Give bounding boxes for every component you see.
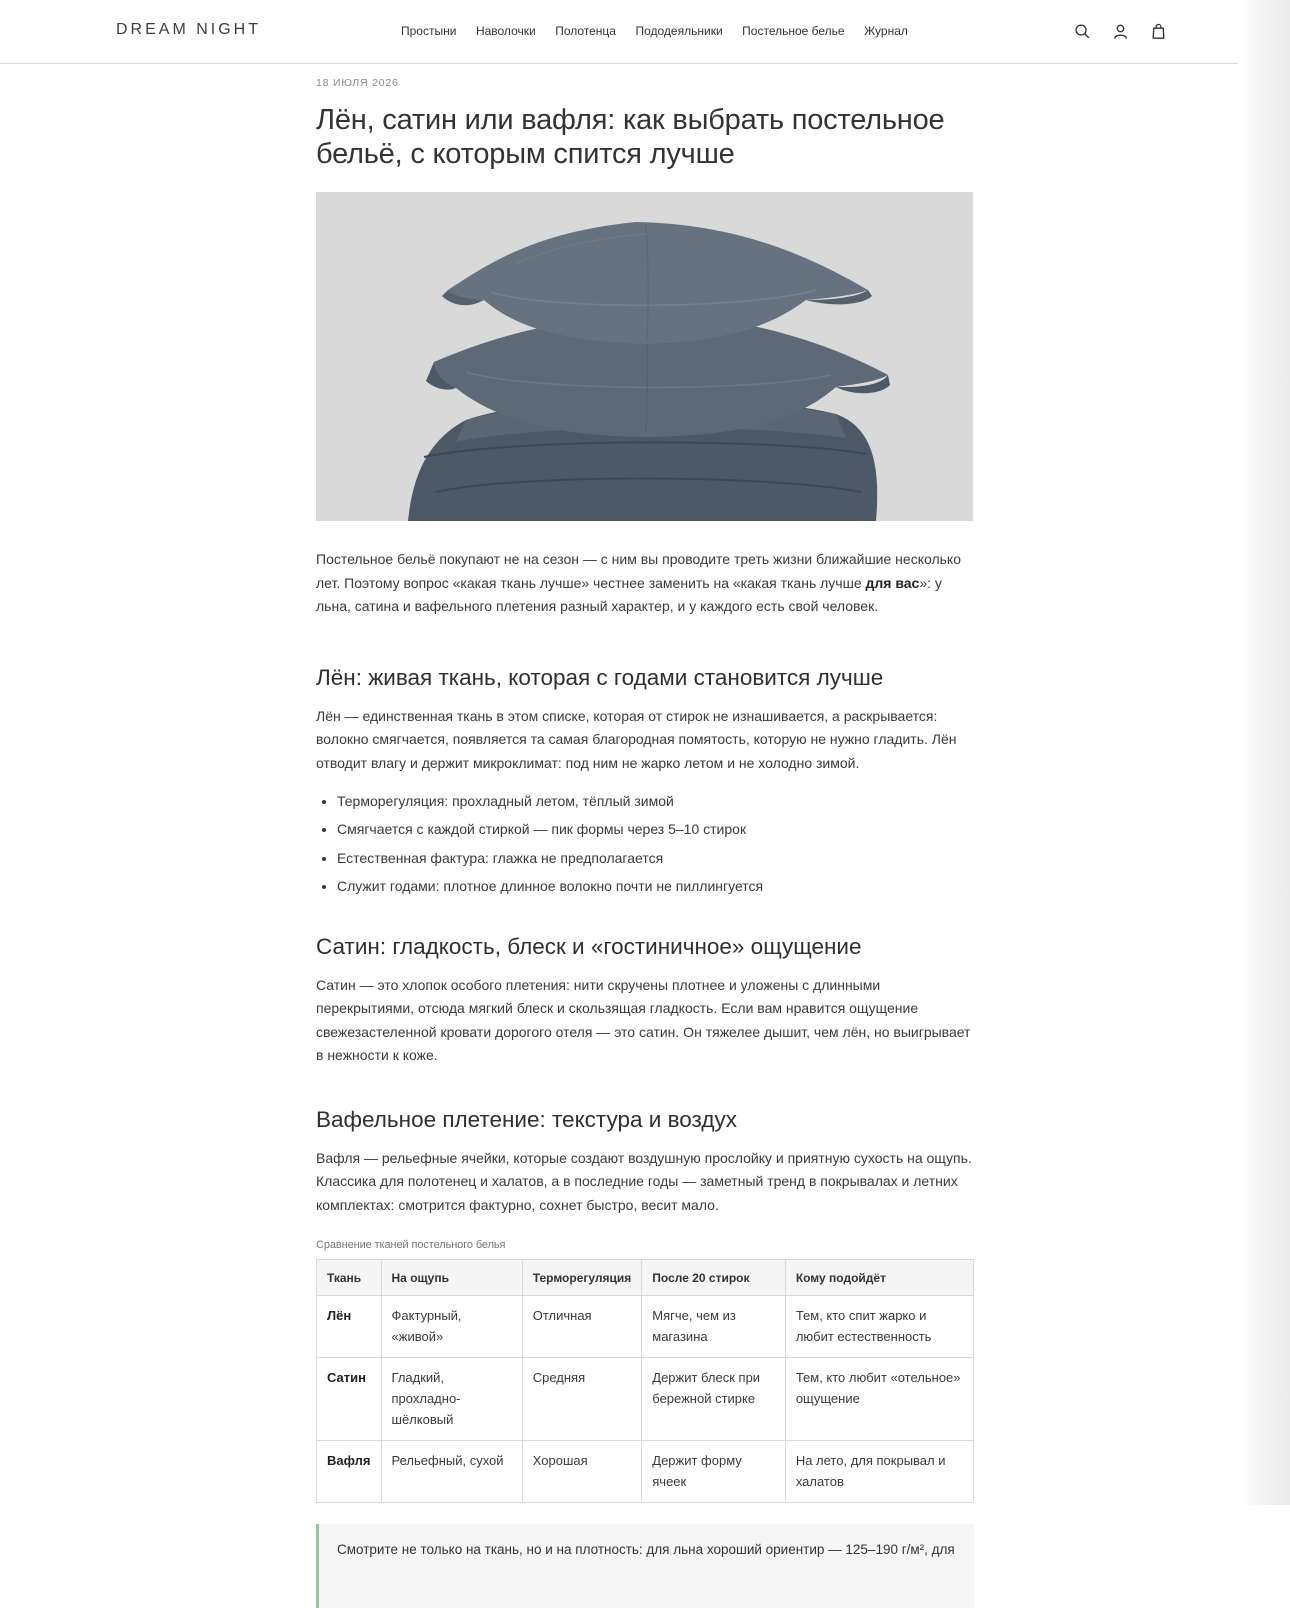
site-header — [0, 0, 1238, 64]
table-cell: Лён — [317, 1296, 382, 1358]
nav-item-pillowcases[interactable]: Наволочки — [475, 24, 536, 38]
list-item: • Смягчается с каждой стиркой — пик формы через 5–10 стирок — [337, 820, 974, 838]
table-caption: Сравнение тканей постельного белья — [316, 1239, 506, 1252]
column-header: Ткань — [317, 1260, 382, 1296]
header-actions — [1073, 22, 1168, 41]
hero-image-pillows — [316, 192, 973, 521]
lead-text-start: Постельное бельё покупают не на сезон — с ним вы проводите треть жизни ближайшие несколько лет. Поэтому вопрос «какая ткань лучше» честнее заменить на «какая ткань лучше — [316, 551, 961, 591]
logo[interactable]: DREAM NIGHT — [116, 21, 261, 38]
nav-item-towels[interactable]: Полотенца — [555, 24, 616, 38]
table-cell: Держит форму ячеек — [642, 1441, 786, 1503]
lead-emphasis: для вас — [865, 574, 920, 591]
table-cell: Мягче, чем из магазина — [642, 1296, 786, 1358]
column-header: После 20 стирок — [642, 1260, 786, 1296]
table-cell: Гладкий, прохладно-шёлковый — [381, 1358, 522, 1441]
page-title: Лён, сатин или вафля: как выбрать постельное бельё, с которым спится лучше — [316, 104, 945, 170]
table-cell: Вафля — [317, 1441, 382, 1503]
list-item: • Терморегуляция: прохладный летом, тёплый зимой — [337, 792, 974, 810]
table-cell: Фактурный, «живой» — [381, 1296, 522, 1358]
waffle-paragraph: Вафля — рельефные ячейки, которые создают воздушную прослойку и приятную сухость на ощупь. Классика для полотенец и халатов, а в последние годы — заметный тренд в покрывалах и летних комплектах: смотрится фактурно, сохнет быстро, весит мало. — [316, 1149, 972, 1213]
nav-item-journal[interactable]: Журнал — [864, 24, 908, 38]
list-item: • Служит годами: плотное длинное волокно почти не пиллингуется — [337, 877, 974, 895]
article — [316, 64, 974, 1608]
lead-text-end: »: у льна, сатина и вафельного плетения разный характер, и у каждого есть свой человек. — [316, 574, 942, 614]
table-row — [317, 1296, 974, 1358]
main-nav — [401, 24, 927, 38]
section-heading-linen: Лён: живая ткань, которая с годами становится лучше — [316, 664, 884, 690]
page-edge-shadow — [1238, 0, 1290, 1505]
satin-paragraph: Сатин — это хлопок особого плетения: нити скручены плотнее и уложены с длинными перекрытиями, отсюда мягкий блеск и скользящая гладкость. Если вам нравится ощущение свежезастеленной кровати дорогого отеля — это сатин. Он тяжелее дышит, чем лён, но выигрывает в нежности к коже. — [316, 976, 971, 1064]
account-icon[interactable] — [1111, 22, 1130, 41]
column-header: На ощупь — [381, 1260, 522, 1296]
linen-paragraph: Лён — единственная ткань в этом списке, которая от стирок не изнашивается, а раскрывается: волокно смягчается, появляется та самая благородная помятость, которую не нужно гладить. Лён отводит влагу и держит микроклимат: под ним не жарко летом и не холодно зимой. — [316, 707, 957, 771]
fabric-comparison-table — [316, 1259, 974, 1503]
tip-callout: Смотрите не только на ткань, но и на плотность: для льна хороший ориентир — 125–190 г/м², для — [316, 1524, 974, 1608]
table-cell: Тем, кто спит жарко и любит естественность — [785, 1296, 973, 1358]
post-date: 18 ИЮЛЯ 2026 — [316, 77, 399, 89]
nav-item-sheets[interactable]: Простыни — [401, 24, 457, 38]
list-item: • Естественная фактура: глажка не предполагается — [337, 849, 974, 867]
table-cell: Тем, кто любит «отельное» ощущение — [785, 1358, 973, 1441]
linen-benefits-list — [316, 792, 974, 895]
section-heading-satin: Сатин: гладкость, блеск и «гостиничное» ощущение — [316, 933, 862, 959]
table-row — [317, 1441, 974, 1503]
table-row — [317, 1358, 974, 1441]
table-cell: Сатин — [317, 1358, 382, 1441]
lead-paragraph — [316, 548, 974, 619]
column-header: Кому подойдёт — [785, 1260, 973, 1296]
table-cell: Держит блеск при бережной стирке — [642, 1358, 786, 1441]
section-heading-waffle: Вафельное плетение: текстура и воздух — [316, 1106, 737, 1132]
search-icon[interactable] — [1073, 22, 1092, 41]
table-cell: Рельефный, сухой — [381, 1441, 522, 1503]
nav-item-duvet-covers[interactable]: Пододеяльники — [635, 24, 723, 38]
column-header: Терморегуляция — [522, 1260, 642, 1296]
table-cell: Средняя — [522, 1358, 642, 1441]
table-cell: На лето, для покрывал и халатов — [785, 1441, 973, 1503]
table-header-row — [317, 1260, 974, 1296]
nav-item-bedding[interactable]: Постельное белье — [742, 24, 845, 38]
table-cell: Отличная — [522, 1296, 642, 1358]
cart-icon[interactable] — [1149, 22, 1168, 41]
table-cell: Хорошая — [522, 1441, 642, 1503]
